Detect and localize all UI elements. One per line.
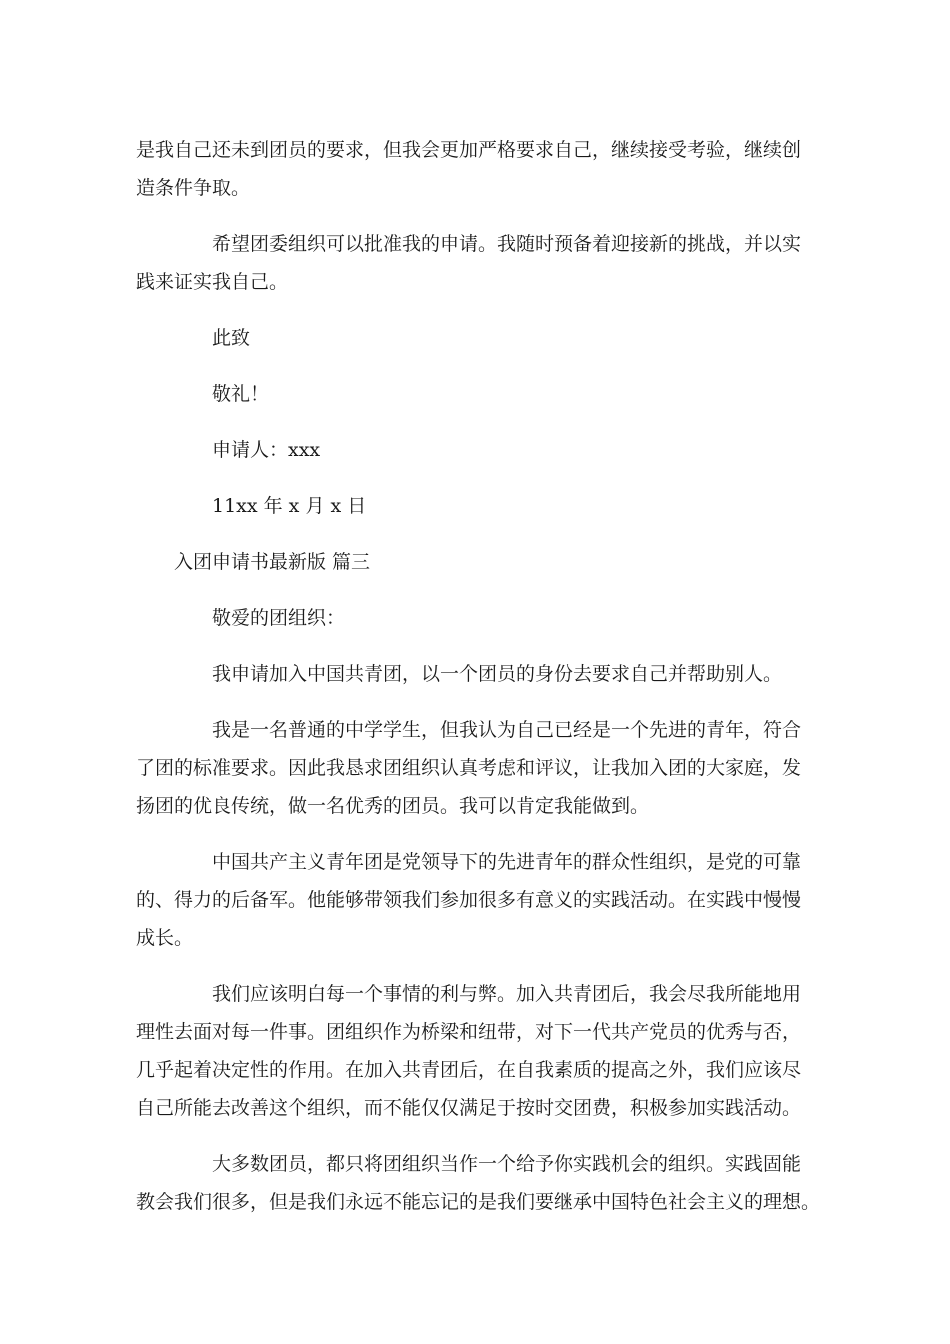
text-line: 了团的标准要求。因此我恳求团组织认真考虑和评议，让我加入团的大家庭，发 [136, 757, 802, 779]
text-line: 是我自己还未到团员的要求，但我会更加严格要求自己，继续接受考验，继续创 [136, 139, 802, 161]
text-line: 我是一名普通的中学学生，但我认为自己已经是一个先进的青年，符合 [212, 719, 802, 741]
text-line: 践来证实我自己。 [136, 271, 289, 293]
paragraph-understanding [136, 975, 820, 1127]
paragraph-request: 我申请加入中国共青团，以一个团员的身份去要求自己并帮助别人。 [212, 663, 783, 685]
paragraph-ideals [136, 1145, 820, 1221]
text-line: 大多数团员，都只将团组织当作一个给予你实践机会的组织。实践固能 [212, 1153, 802, 1175]
text-line: 造条件争取。 [136, 177, 251, 199]
paragraph-self-intro [136, 711, 820, 825]
text-line: 几乎起着决定性的作用。在加入共青团后，在自我素质的提高之外，我们应该尽 [136, 1059, 802, 1081]
text-line: 希望团委组织可以批准我的申请。我随时预备着迎接新的挑战，并以实 [212, 233, 802, 255]
paragraph-league-role [136, 843, 820, 957]
paragraph-hope [136, 225, 820, 301]
text-line: 的、得力的后备军。他能够带领我们参加很多有意义的实践活动。在实践中慢慢 [136, 889, 802, 911]
text-line: 成长。 [136, 927, 194, 949]
text-line: 自己所能去改善这个组织，而不能仅仅满足于按时交团费，积极参加实践活动。 [136, 1097, 802, 1119]
document-body [136, 131, 820, 1239]
text-line: 理性去面对每一件事。团组织作为桥梁和纽带，对下一代共产党员的优秀与否， [136, 1021, 802, 1043]
text-line: 扬团的优良传统，做一名优秀的团员。我可以肯定我能做到。 [136, 795, 650, 817]
greeting: 敬爱的团组织： [212, 607, 346, 629]
text-line: 我们应该明白每一个事情的利与弊。加入共青团后，我会尽我所能地用 [212, 983, 802, 1005]
closing-respect: 敬礼！ [212, 383, 270, 405]
applicant-signature: 申请人：xxx [212, 439, 321, 461]
section-heading: 入团申请书最新版 篇三 [174, 551, 371, 573]
paragraph-continuation [136, 131, 820, 207]
text-line: 中国共产主义青年团是党领导下的先进青年的群众性组织，是党的可靠 [212, 851, 802, 873]
text-line: 教会我们很多，但是我们永远不能忘记的是我们要继承中国特色社会主义的理想。 [136, 1191, 821, 1213]
application-date: 11xx 年 x 月 x 日 [212, 495, 367, 517]
closing-salutation: 此致 [212, 327, 251, 349]
